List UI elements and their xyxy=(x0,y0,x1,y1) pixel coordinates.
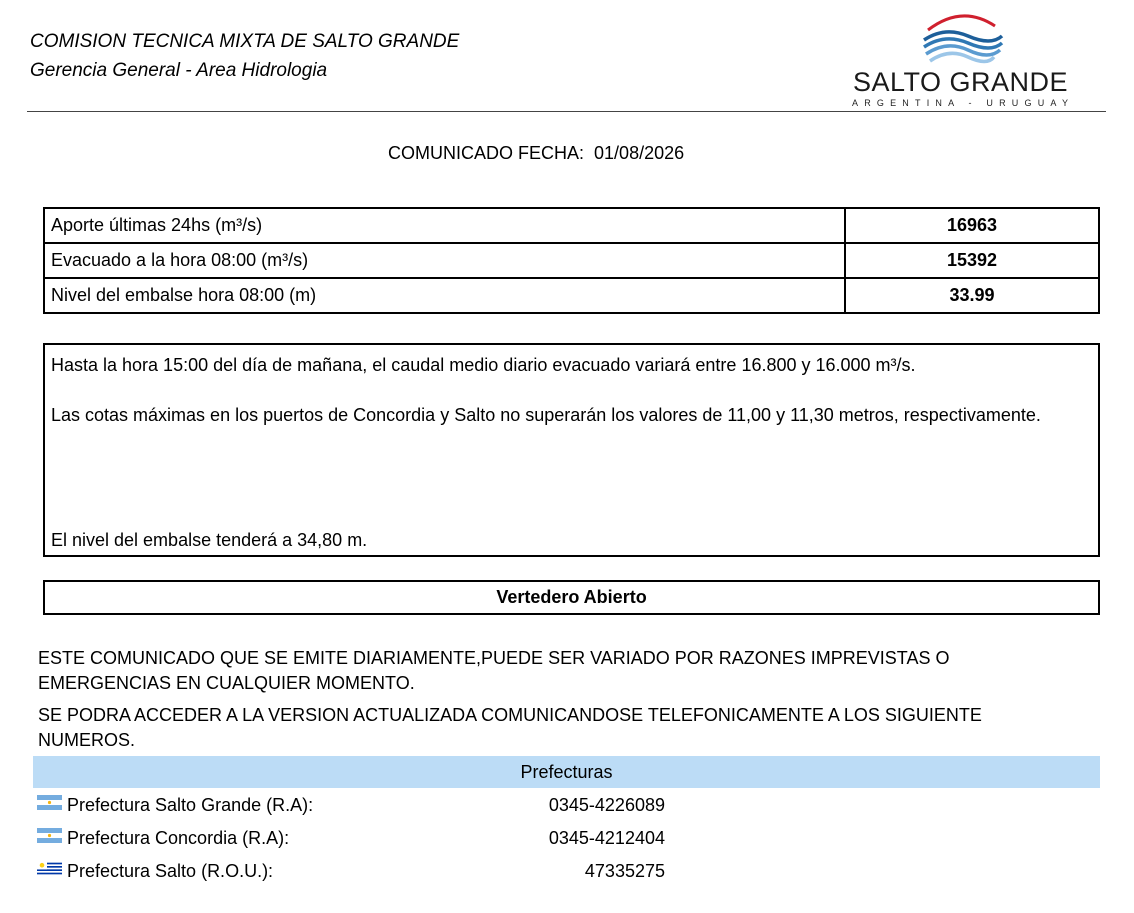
forecast-box xyxy=(43,343,1100,557)
forecast-reservoir-text: El nivel del embalse tenderá a 34,80 m. xyxy=(51,530,368,550)
disclaimer-text: ESTE COMUNICADO QUE SE EMITE DIARIAMENTE,PUEDE SER VARIADO POR RAZONES IMPREVISTAS O EMERGENCIAS EN CUALQUIER MOMENTO. xyxy=(38,648,950,693)
contact-instructions-text: SE PODRA ACCEDER A LA VERSION ACTUALIZADA COMUNICANDOSE TELEFONICAMENTE A LOS SIGUIENTE NUMEROS. xyxy=(38,705,982,750)
waves-logo-icon xyxy=(850,10,1080,70)
table-row xyxy=(44,208,1099,243)
reading-value: 33.99 xyxy=(845,278,1099,313)
communique-date-line xyxy=(388,143,684,164)
prefectura-name: Prefectura Salto (R.O.U.): xyxy=(67,861,274,881)
logo-name: SALTO GRANDE xyxy=(853,67,1069,97)
reading-label: Evacuado a la hora 08:00 (m³/s) xyxy=(44,243,845,278)
prefectura-name: Prefectura Salto Grande (R.A): xyxy=(67,795,314,815)
readings-table xyxy=(43,207,1100,314)
argentina-flag-icon xyxy=(37,795,62,810)
forecast-flow-text: Hasta la hora 15:00 del día de mañana, el caudal medio diario evacuado variará entre 16.800 y 16.000 m³/s. xyxy=(51,355,916,375)
reading-label: Nivel del embalse hora 08:00 (m) xyxy=(44,278,845,313)
uruguay-flag-icon xyxy=(37,861,62,876)
phone-number[interactable]: 47335275 xyxy=(584,861,665,881)
table-row xyxy=(44,243,1099,278)
communique-date: 01/08/2026 xyxy=(594,143,685,163)
spillway-status: Vertedero Abierto xyxy=(43,580,1100,615)
communique-label: COMUNICADO FECHA: xyxy=(388,143,585,163)
reading-value: 15392 xyxy=(845,243,1099,278)
table-row xyxy=(44,278,1099,313)
salto-grande-logo xyxy=(850,10,1080,110)
department-name: Gerencia General - Area Hidrologia xyxy=(30,60,328,81)
reading-label: Aporte últimas 24hs (m³/s) xyxy=(44,208,845,243)
phone-number[interactable]: 0345-4212404 xyxy=(548,828,665,848)
forecast-ports-text: Las cotas máximas en los puertos de Concordia y Salto no superarán los valores de 11,00 y 11,30 metros, respectivamente. xyxy=(51,405,1041,425)
prefectura-name: Prefectura Concordia (R.A): xyxy=(67,828,290,848)
organization-name: COMISION TECNICA MIXTA DE SALTO GRANDE xyxy=(30,31,460,52)
reading-value: 16963 xyxy=(845,208,1099,243)
header-divider xyxy=(27,111,1106,112)
logo-subtitle: ARGENTINA - URUGUAY xyxy=(852,98,1075,108)
prefecturas-header: Prefecturas xyxy=(33,756,1100,788)
phone-number[interactable]: 0345-4226089 xyxy=(548,795,665,815)
argentina-flag-icon xyxy=(37,828,62,843)
